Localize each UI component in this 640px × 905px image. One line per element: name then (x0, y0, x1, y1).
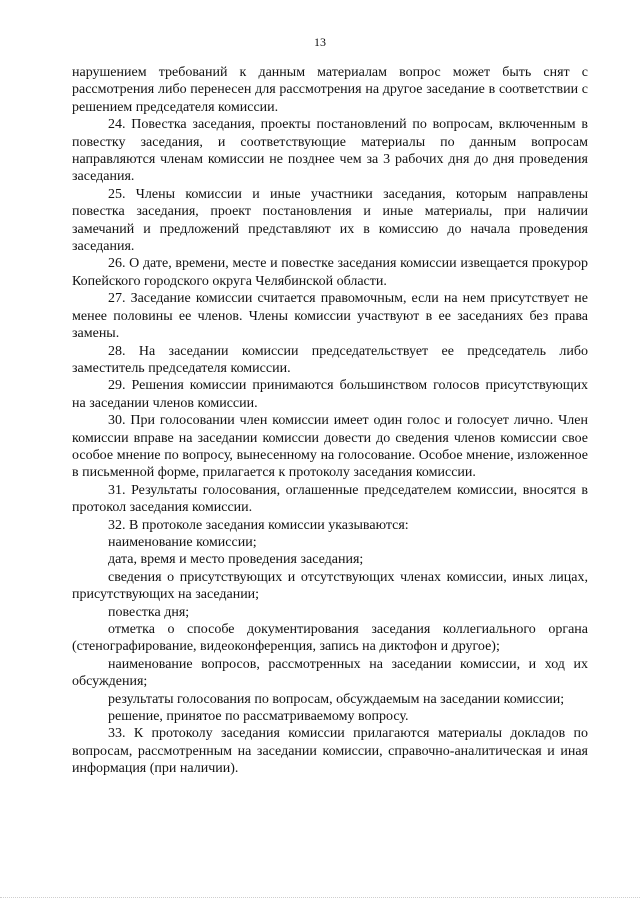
paragraph: 26. О дате, времени, месте и повестке заседания комиссии извещается прокурор Копейского городского округа Челябинской области. (72, 256, 588, 289)
paragraph: 32. В протоколе заседания комиссии указываются: (108, 517, 409, 533)
page-number: 13 (314, 35, 326, 49)
paragraph: сведения о присутствующих и отсутствующих членах комиссии, иных лицах, присутствующих на заседании; (72, 569, 588, 603)
paragraph: 31. Результаты голосования, оглашенные председателем комиссии, вносятся в протокол заседания комиссии. (72, 482, 588, 516)
paragraph: 28. На заседании комиссии председательствует ее председатель либо заместитель председателя комиссии. (72, 343, 588, 376)
paragraph: отметка о способе документирования заседания коллегиального органа (стенографирование, видеоконференция, запись на диктофон и другое); (72, 622, 588, 655)
paragraph: 24. Повестка заседания, проекты постановлений по вопросам, включенным в повестку заседания, и соответствующие материалы по данным вопросам направляются членам комиссии не позднее чем за 3 рабочих дня до дня проведения заседания. (72, 117, 588, 185)
paragraph: 33. К протоколу заседания комиссии прилагаются материалы докладов по вопросам, рассмотренным на заседании комиссии, справочно-аналитическая и иная информация (при наличии). (72, 726, 588, 777)
paragraph: 29. Решения комиссии принимаются большинством голосов присутствующих на заседании членов комиссии. (72, 378, 588, 411)
paragraph: повестка дня; (108, 604, 190, 620)
document-body (72, 64, 588, 778)
paragraph: наименование комиссии; (108, 534, 257, 550)
paragraph: 30. При голосовании член комиссии имеет один голос и голосует лично. Член комиссии вправе на заседании комиссии довести до сведения членов комиссии свое особое мнение по вопросу, вынесенному на голосование. Особое мнение, изложенное в письменной форме, прилагается к протоколу заседания комиссии. (72, 413, 588, 481)
paragraph: 27. Заседание комиссии считается правомочным, если на нем присутствует не менее половины ее членов. Члены комиссии участвуют в ее заседаниях без права замены. (72, 291, 588, 342)
paragraph: дата, время и место проведения заседания; (108, 552, 364, 568)
paragraph: 25. Члены комиссии и иные участники заседания, которым направлены повестка заседания, проект постановления и иные материалы, при наличии замечаний и предложений представляют их в комиссию до начала проведения заседания. (72, 186, 588, 255)
paragraph: решение, принятое по рассматриваемому вопросу. (108, 709, 409, 725)
paragraph: наименование вопросов, рассмотренных на заседании комиссии, и ход их обсуждения; (72, 656, 588, 690)
paragraph: нарушением требований к данным материалам вопрос может быть снят с рассмотрения либо перенесен для рассмотрения на другое заседание в соответствии с решением председателя комиссии. (72, 65, 588, 115)
paragraph: результаты голосования по вопросам, обсуждаемым на заседании комиссии; (108, 691, 565, 707)
scan-edge-line (0, 897, 640, 900)
